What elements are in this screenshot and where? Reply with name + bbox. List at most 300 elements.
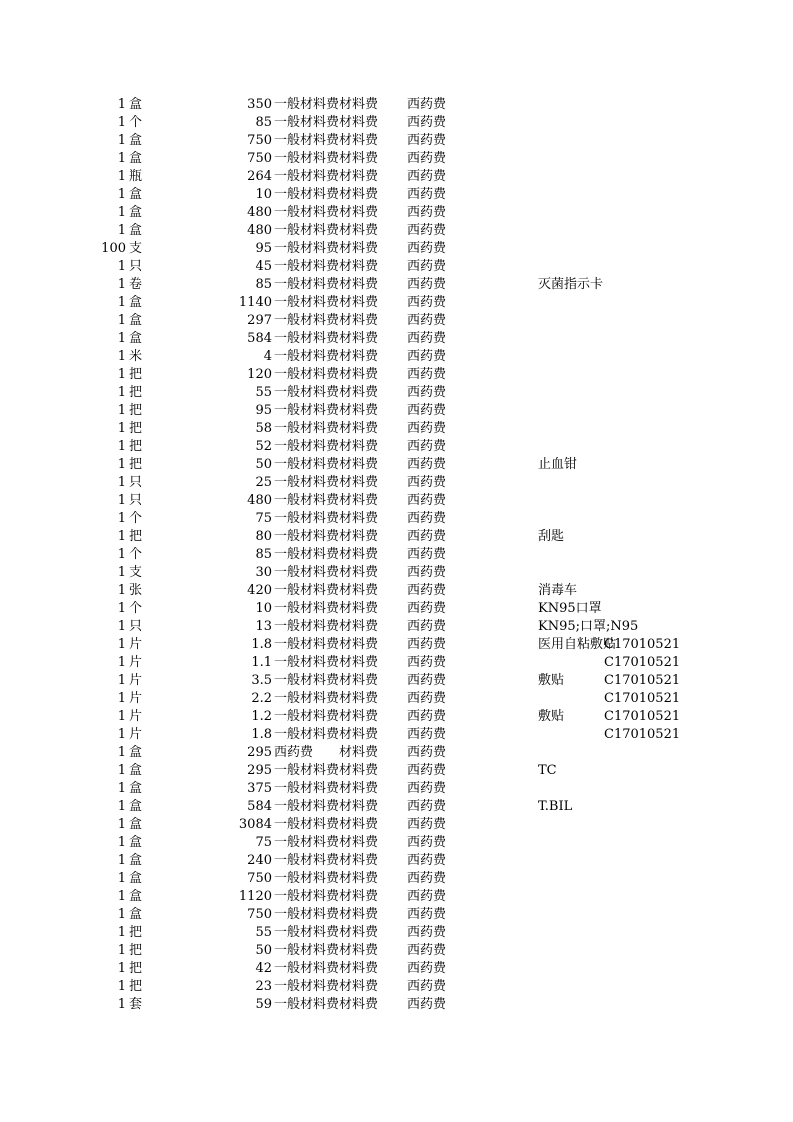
quantity-cell: 1	[117, 853, 126, 868]
category-cell: 一般材料费材料费	[274, 583, 379, 598]
price-cell: 1.2	[251, 709, 272, 724]
price-cell: 375	[247, 781, 272, 796]
category-cell: 一般材料费材料费	[274, 187, 379, 202]
category-cell: 一般材料费材料费	[274, 781, 379, 796]
price-cell: 59	[255, 997, 272, 1012]
unit-cell: 支	[129, 565, 143, 580]
unit-cell: 套	[129, 997, 143, 1012]
unit-cell: 把	[129, 529, 143, 544]
unit-cell: 盒	[129, 295, 143, 310]
quantity-cell: 1	[117, 673, 126, 688]
fee-type-cell: 西药费	[407, 943, 447, 958]
unit-cell: 卷	[129, 277, 143, 292]
category-cell: 一般材料费材料费	[274, 601, 379, 616]
fee-type-cell: 西药费	[407, 619, 447, 634]
category-cell: 一般材料费材料费	[274, 475, 379, 490]
quantity-cell: 1	[117, 925, 126, 940]
quantity-cell: 1	[117, 907, 126, 922]
unit-cell: 只	[129, 493, 143, 508]
fee-type-cell: 西药费	[407, 331, 447, 346]
quantity-cell: 1	[117, 313, 126, 328]
category-cell: 一般材料费材料费	[274, 547, 379, 562]
unit-cell: 片	[129, 655, 143, 670]
category-cell: 一般材料费材料费	[274, 367, 379, 382]
quantity-cell: 1	[117, 511, 126, 526]
price-cell: 75	[255, 511, 272, 526]
price-cell: 1120	[238, 889, 272, 904]
quantity-cell: 1	[117, 295, 126, 310]
table-row	[0, 96, 793, 114]
category-cell: 一般材料费材料费	[274, 961, 379, 976]
unit-cell: 盒	[129, 205, 143, 220]
quantity-cell: 1	[117, 547, 126, 562]
category-cell: 一般材料费材料费	[274, 529, 379, 544]
fee-type-cell: 西药费	[407, 997, 447, 1012]
category-cell: 一般材料费材料费	[274, 853, 379, 868]
quantity-cell: 1	[117, 655, 126, 670]
quantity-cell: 1	[117, 583, 126, 598]
fee-type-cell: 西药费	[407, 853, 447, 868]
price-cell: 3084	[238, 817, 272, 832]
note-cell: 医用自粘敷贴	[538, 637, 617, 652]
table-row	[0, 600, 793, 618]
price-cell: 25	[255, 475, 272, 490]
unit-cell: 把	[129, 403, 143, 418]
table-row	[0, 960, 793, 978]
price-cell: 75	[255, 835, 272, 850]
fee-type-cell: 西药费	[407, 511, 447, 526]
fee-type-cell: 西药费	[407, 547, 447, 562]
fee-type-cell: 西药费	[407, 385, 447, 400]
unit-cell: 盒	[129, 781, 143, 796]
fee-type-cell: 西药费	[407, 601, 447, 616]
table-row	[0, 420, 793, 438]
quantity-cell: 1	[117, 871, 126, 886]
fee-type-cell: 西药费	[407, 781, 447, 796]
table-row	[0, 150, 793, 168]
category-cell: 一般材料费材料费	[274, 115, 379, 130]
price-cell: 85	[255, 115, 272, 130]
unit-cell: 片	[129, 637, 143, 652]
category-cell: 一般材料费材料费	[274, 223, 379, 238]
code-cell: C17010521	[604, 655, 681, 670]
table-row	[0, 258, 793, 276]
quantity-cell: 1	[117, 691, 126, 706]
quantity-cell: 1	[117, 187, 126, 202]
code-cell: C17010521	[604, 673, 681, 688]
category-cell: 一般材料费材料费	[274, 205, 379, 220]
fee-type-cell: 西药费	[407, 295, 447, 310]
fee-type-cell: 西药费	[407, 277, 447, 292]
unit-cell: 个	[129, 601, 143, 616]
table-row	[0, 942, 793, 960]
quantity-cell: 1	[117, 529, 126, 544]
price-cell: 1.1	[251, 655, 272, 670]
table-row	[0, 510, 793, 528]
category-cell: 一般材料费材料费	[274, 259, 379, 274]
price-cell: 95	[255, 403, 272, 418]
category-cell: 西药费 材料费	[274, 745, 379, 760]
table-row	[0, 132, 793, 150]
quantity-cell: 1	[117, 403, 126, 418]
price-cell: 45	[255, 259, 272, 274]
fee-type-cell: 西药费	[407, 655, 447, 670]
unit-cell: 片	[129, 709, 143, 724]
code-cell: C17010521	[604, 691, 681, 706]
table-row	[0, 888, 793, 906]
code-cell: C17010521	[604, 709, 681, 724]
table-row	[0, 870, 793, 888]
fee-type-cell: 西药费	[407, 961, 447, 976]
fee-type-cell: 西药费	[407, 403, 447, 418]
quantity-cell: 1	[117, 637, 126, 652]
table-row	[0, 222, 793, 240]
fee-type-cell: 西药费	[407, 439, 447, 454]
quantity-cell: 1	[117, 565, 126, 580]
quantity-cell: 1	[117, 997, 126, 1012]
category-cell: 一般材料费材料费	[274, 295, 379, 310]
table-row	[0, 168, 793, 186]
quantity-cell: 1	[117, 439, 126, 454]
table-row	[0, 402, 793, 420]
table-row	[0, 240, 793, 258]
fee-type-cell: 西药费	[407, 799, 447, 814]
table-row	[0, 582, 793, 600]
category-cell: 一般材料费材料费	[274, 133, 379, 148]
fee-type-cell: 西药费	[407, 367, 447, 382]
table-row	[0, 816, 793, 834]
table-row	[0, 708, 793, 726]
category-cell: 一般材料费材料费	[274, 907, 379, 922]
quantity-cell: 1	[117, 745, 126, 760]
fee-type-cell: 西药费	[407, 691, 447, 706]
fee-type-cell: 西药费	[407, 835, 447, 850]
quantity-cell: 1	[117, 781, 126, 796]
fee-type-cell: 西药费	[407, 115, 447, 130]
quantity-cell: 1	[117, 259, 126, 274]
price-cell: 80	[255, 529, 272, 544]
table-row	[0, 762, 793, 780]
category-cell: 一般材料费材料费	[274, 457, 379, 472]
category-cell: 一般材料费材料费	[274, 763, 379, 778]
fee-type-cell: 西药费	[407, 493, 447, 508]
unit-cell: 盒	[129, 907, 143, 922]
category-cell: 一般材料费材料费	[274, 493, 379, 508]
unit-cell: 盒	[129, 97, 143, 112]
fee-type-cell: 西药费	[407, 565, 447, 580]
fee-type-cell: 西药费	[407, 187, 447, 202]
fee-type-cell: 西药费	[407, 475, 447, 490]
category-cell: 一般材料费材料费	[274, 97, 379, 112]
table-row	[0, 924, 793, 942]
note-cell: 敷贴	[538, 709, 565, 724]
unit-cell: 张	[129, 583, 143, 598]
table-row	[0, 654, 793, 672]
fee-type-cell: 西药费	[407, 205, 447, 220]
quantity-cell: 1	[117, 763, 126, 778]
fee-type-cell: 西药费	[407, 889, 447, 904]
fee-type-cell: 西药费	[407, 817, 447, 832]
category-cell: 一般材料费材料费	[274, 331, 379, 346]
table-row	[0, 312, 793, 330]
price-cell: 30	[255, 565, 272, 580]
quantity-cell: 1	[117, 115, 126, 130]
unit-cell: 盒	[129, 889, 143, 904]
table-row	[0, 456, 793, 474]
price-cell: 750	[247, 871, 272, 886]
category-cell: 一般材料费材料费	[274, 871, 379, 886]
fee-type-cell: 西药费	[407, 871, 447, 886]
price-cell: 95	[255, 241, 272, 256]
unit-cell: 把	[129, 421, 143, 436]
table-row	[0, 780, 793, 798]
category-cell: 一般材料费材料费	[274, 385, 379, 400]
quantity-cell: 1	[117, 709, 126, 724]
unit-cell: 片	[129, 691, 143, 706]
fee-type-cell: 西药费	[407, 241, 447, 256]
table-row	[0, 294, 793, 312]
price-cell: 23	[255, 979, 272, 994]
table-row	[0, 204, 793, 222]
price-cell: 55	[255, 925, 272, 940]
price-cell: 297	[247, 313, 272, 328]
fee-type-cell: 西药费	[407, 223, 447, 238]
table-row	[0, 672, 793, 690]
price-cell: 240	[247, 853, 272, 868]
category-cell: 一般材料费材料费	[274, 313, 379, 328]
unit-cell: 盒	[129, 223, 143, 238]
category-cell: 一般材料费材料费	[274, 799, 379, 814]
unit-cell: 只	[129, 259, 143, 274]
table-row	[0, 330, 793, 348]
fee-type-cell: 西药费	[407, 457, 447, 472]
code-cell: C17010521	[604, 637, 681, 652]
table-row	[0, 996, 793, 1014]
table-row	[0, 798, 793, 816]
price-cell: 480	[247, 205, 272, 220]
note-cell: 止血钳	[538, 457, 578, 472]
price-cell: 85	[255, 277, 272, 292]
price-cell: 1.8	[251, 637, 272, 652]
unit-cell: 盒	[129, 817, 143, 832]
table-row	[0, 366, 793, 384]
quantity-cell: 1	[117, 475, 126, 490]
category-cell: 一般材料费材料费	[274, 439, 379, 454]
fee-type-cell: 西药费	[407, 349, 447, 364]
unit-cell: 盒	[129, 187, 143, 202]
fee-type-cell: 西药费	[407, 133, 447, 148]
quantity-cell: 1	[117, 457, 126, 472]
note-cell: 消毒车	[538, 583, 578, 598]
quantity-cell: 1	[117, 421, 126, 436]
category-cell: 一般材料费材料费	[274, 511, 379, 526]
price-cell: 480	[247, 493, 272, 508]
fee-type-cell: 西药费	[407, 529, 447, 544]
category-cell: 一般材料费材料费	[274, 817, 379, 832]
table-row	[0, 726, 793, 744]
code-cell: C17010521	[604, 727, 681, 742]
price-cell: 55	[255, 385, 272, 400]
quantity-cell: 1	[117, 349, 126, 364]
category-cell: 一般材料费材料费	[274, 691, 379, 706]
unit-cell: 把	[129, 925, 143, 940]
price-cell: 52	[255, 439, 272, 454]
unit-cell: 把	[129, 457, 143, 472]
category-cell: 一般材料费材料费	[274, 997, 379, 1012]
price-cell: 750	[247, 151, 272, 166]
category-cell: 一般材料费材料费	[274, 889, 379, 904]
note-cell: KN95口罩	[538, 601, 602, 616]
unit-cell: 把	[129, 961, 143, 976]
unit-cell: 个	[129, 547, 143, 562]
category-cell: 一般材料费材料费	[274, 655, 379, 670]
unit-cell: 盒	[129, 799, 143, 814]
category-cell: 一般材料费材料费	[274, 673, 379, 688]
price-cell: 480	[247, 223, 272, 238]
quantity-cell: 1	[117, 835, 126, 850]
quantity-cell: 1	[117, 367, 126, 382]
fee-type-cell: 西药费	[407, 97, 447, 112]
unit-cell: 把	[129, 943, 143, 958]
fee-type-cell: 西药费	[407, 313, 447, 328]
unit-cell: 盒	[129, 745, 143, 760]
price-cell: 584	[247, 799, 272, 814]
category-cell: 一般材料费材料费	[274, 835, 379, 850]
category-cell: 一般材料费材料费	[274, 151, 379, 166]
unit-cell: 米	[129, 349, 143, 364]
fee-type-cell: 西药费	[407, 979, 447, 994]
category-cell: 一般材料费材料费	[274, 565, 379, 580]
unit-cell: 把	[129, 367, 143, 382]
quantity-cell: 1	[117, 979, 126, 994]
fee-type-cell: 西药费	[407, 907, 447, 922]
fee-type-cell: 西药费	[407, 421, 447, 436]
quantity-cell: 1	[117, 151, 126, 166]
quantity-cell: 1	[117, 385, 126, 400]
category-cell: 一般材料费材料费	[274, 277, 379, 292]
category-cell: 一般材料费材料费	[274, 727, 379, 742]
price-cell: 13	[255, 619, 272, 634]
fee-type-cell: 西药费	[407, 925, 447, 940]
quantity-cell: 1	[117, 817, 126, 832]
fee-type-cell: 西药费	[407, 673, 447, 688]
unit-cell: 盒	[129, 763, 143, 778]
unit-cell: 只	[129, 475, 143, 490]
price-cell: 420	[247, 583, 272, 598]
quantity-cell: 1	[117, 277, 126, 292]
quantity-cell: 1	[117, 961, 126, 976]
unit-cell: 把	[129, 979, 143, 994]
price-cell: 50	[255, 943, 272, 958]
category-cell: 一般材料费材料费	[274, 637, 379, 652]
table-row	[0, 348, 793, 366]
quantity-cell: 1	[117, 799, 126, 814]
table-row	[0, 438, 793, 456]
table-row	[0, 852, 793, 870]
table-row	[0, 690, 793, 708]
table-row	[0, 114, 793, 132]
price-cell: 750	[247, 907, 272, 922]
unit-cell: 片	[129, 673, 143, 688]
price-cell: 10	[255, 187, 272, 202]
unit-cell: 把	[129, 439, 143, 454]
price-cell: 584	[247, 331, 272, 346]
table-row	[0, 474, 793, 492]
unit-cell: 盒	[129, 331, 143, 346]
table-row	[0, 618, 793, 636]
fee-type-cell: 西药费	[407, 583, 447, 598]
price-cell: 350	[247, 97, 272, 112]
unit-cell: 只	[129, 619, 143, 634]
unit-cell: 把	[129, 385, 143, 400]
price-cell: 750	[247, 133, 272, 148]
table-row	[0, 636, 793, 654]
note-cell: 刮匙	[538, 529, 565, 544]
table-row	[0, 906, 793, 924]
quantity-cell: 1	[117, 619, 126, 634]
table-row	[0, 384, 793, 402]
category-cell: 一般材料费材料费	[274, 169, 379, 184]
category-cell: 一般材料费材料费	[274, 349, 379, 364]
fee-type-cell: 西药费	[407, 169, 447, 184]
table-row	[0, 276, 793, 294]
fee-type-cell: 西药费	[407, 727, 447, 742]
unit-cell: 盒	[129, 133, 143, 148]
price-cell: 85	[255, 547, 272, 562]
note-cell: KN95;口罩;N95	[538, 619, 639, 634]
price-cell: 4	[263, 349, 272, 364]
fee-type-cell: 西药费	[407, 637, 447, 652]
table-row	[0, 564, 793, 582]
price-cell: 42	[255, 961, 272, 976]
unit-cell: 支	[129, 241, 143, 256]
price-cell: 264	[247, 169, 272, 184]
unit-cell: 个	[129, 115, 143, 130]
category-cell: 一般材料费材料费	[274, 925, 379, 940]
category-cell: 一般材料费材料费	[274, 241, 379, 256]
fee-type-cell: 西药费	[407, 763, 447, 778]
table-row	[0, 546, 793, 564]
price-cell: 120	[247, 367, 272, 382]
note-cell: TC	[538, 763, 557, 778]
category-cell: 一般材料费材料费	[274, 943, 379, 958]
note-cell: 敷贴	[538, 673, 565, 688]
quantity-cell: 1	[117, 601, 126, 616]
spreadsheet-body	[0, 96, 793, 1014]
quantity-cell: 1	[117, 169, 126, 184]
price-cell: 58	[255, 421, 272, 436]
fee-type-cell: 西药费	[407, 151, 447, 166]
price-cell: 3.5	[251, 673, 272, 688]
category-cell: 一般材料费材料费	[274, 421, 379, 436]
quantity-cell: 1	[117, 727, 126, 742]
quantity-cell: 1	[117, 97, 126, 112]
unit-cell: 盒	[129, 853, 143, 868]
quantity-cell: 1	[117, 943, 126, 958]
category-cell: 一般材料费材料费	[274, 709, 379, 724]
unit-cell: 片	[129, 727, 143, 742]
fee-type-cell: 西药费	[407, 259, 447, 274]
price-cell: 295	[247, 745, 272, 760]
category-cell: 一般材料费材料费	[274, 979, 379, 994]
unit-cell: 个	[129, 511, 143, 526]
table-row	[0, 744, 793, 762]
unit-cell: 盒	[129, 151, 143, 166]
unit-cell: 盒	[129, 835, 143, 850]
price-cell: 1140	[238, 295, 272, 310]
table-row	[0, 186, 793, 204]
table-row	[0, 528, 793, 546]
